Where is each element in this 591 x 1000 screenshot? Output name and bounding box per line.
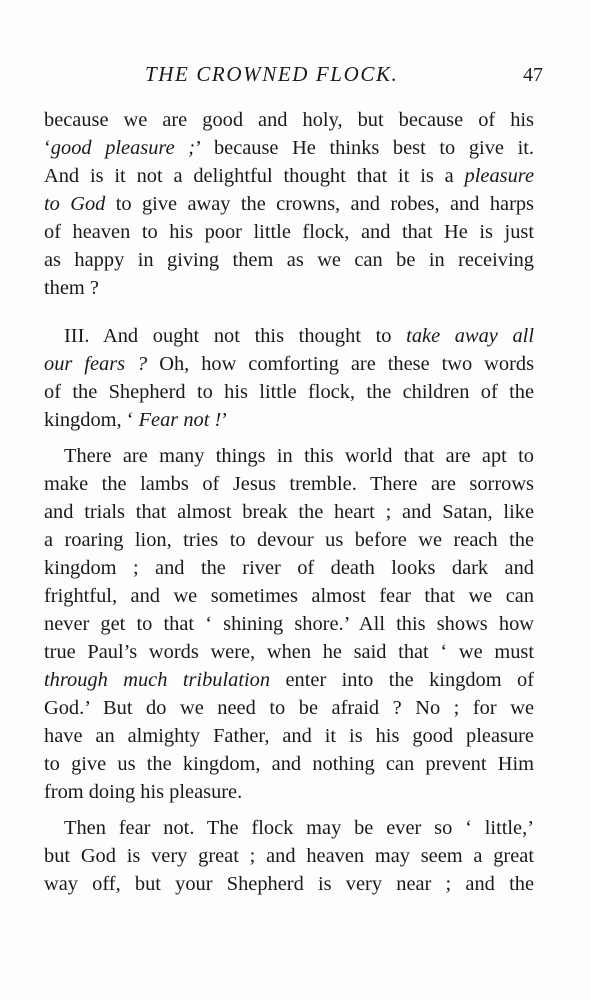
text-run: There are many things in this world that are apt to	[64, 445, 534, 467]
text-run: ’ because He thinks best to give it.	[195, 137, 535, 159]
text-line	[44, 842, 534, 870]
text-run: God.’ But do we need to be afraid ? No ; for we	[44, 697, 534, 719]
page-header	[45, 60, 545, 92]
text-line	[44, 694, 534, 722]
italic-run: through much tribulation	[44, 669, 271, 691]
text-run: frightful, and we sometimes almost fear that we can	[44, 585, 534, 607]
text-line	[44, 378, 534, 406]
text-run: III. And ought not this thought to	[64, 325, 407, 347]
text-line	[44, 218, 534, 246]
text-line	[44, 554, 534, 582]
text-line	[44, 470, 534, 498]
text-run: make the lambs of Jesus tremble. There are sorrows	[44, 473, 534, 495]
paragraph-4	[44, 814, 534, 898]
text-run: kingdom ; and the river of death looks dark and	[44, 557, 534, 579]
text-line	[44, 246, 534, 274]
text-run: to give away the crowns, and robes, and harps	[105, 193, 534, 215]
text-run: ‘	[44, 137, 51, 159]
text-line	[44, 322, 534, 350]
paragraph-2	[44, 322, 534, 434]
text-line	[44, 162, 534, 190]
text-run: but God is very great ; and heaven may seem a great	[44, 845, 534, 867]
text-run: from doing his pleasure.	[44, 781, 243, 803]
text-run: of the Shepherd to his little flock, the children of the	[44, 381, 534, 403]
text-line	[44, 350, 534, 378]
text-run: to give us the kingdom, and nothing can prevent Him	[44, 753, 534, 775]
text-run: because we are good and holy, but because of his	[44, 109, 534, 131]
italic-run: pleasure	[464, 165, 534, 187]
text-line	[44, 526, 534, 554]
text-run: as happy in giving them as we can be in receiving	[44, 249, 534, 271]
text-run: enter into the kingdom of	[270, 669, 535, 691]
text-line	[44, 610, 534, 638]
text-line	[44, 778, 534, 806]
text-run: and trials that almost break the heart ; and Satan, like	[44, 501, 534, 523]
text-line	[44, 442, 534, 470]
italic-run: Fear not !	[138, 409, 222, 431]
text-line	[44, 190, 534, 218]
italic-run: our fears ?	[44, 353, 148, 375]
italic-run: to God	[44, 193, 106, 215]
text-line	[44, 750, 534, 778]
text-line	[44, 814, 534, 842]
text-line	[44, 406, 534, 434]
paragraph-1	[44, 106, 534, 302]
text-line	[44, 638, 534, 666]
text-line	[44, 106, 534, 134]
text-run: true Paul’s words were, when he said that ‘ we must	[44, 641, 534, 663]
text-run: way off, but your Shepherd is very near ; and the	[44, 873, 534, 895]
body-text	[44, 106, 534, 898]
text-line	[44, 722, 534, 750]
text-line	[44, 582, 534, 610]
text-run: Oh, how comforting are these two words	[147, 353, 534, 375]
text-run: And is it not a delightful thought that it is a	[44, 165, 465, 187]
paragraph-3	[44, 442, 534, 806]
text-line	[44, 870, 534, 898]
text-run: Then fear not. The flock may be ever so ‘ little,’	[64, 817, 534, 839]
text-line	[44, 274, 534, 302]
text-run: kingdom, ‘	[44, 409, 139, 431]
text-run: ’	[221, 409, 229, 431]
text-run: have an almighty Father, and it is his good pleasure	[44, 725, 534, 747]
running-head: THE CROWNED FLOCK.	[145, 62, 399, 86]
italic-run: take away all	[406, 325, 534, 347]
text-run: of heaven to his poor little flock, and that He is just	[44, 221, 534, 243]
text-line	[44, 498, 534, 526]
text-run: never get to that ‘ shining shore.’ All this shows how	[44, 613, 534, 635]
italic-run: good pleasure ;	[50, 137, 196, 159]
text-run: a roaring lion, tries to devour us before we reach the	[44, 529, 534, 551]
page-number: 47	[523, 64, 543, 86]
text-run: them ?	[44, 277, 99, 299]
text-line	[44, 666, 534, 694]
text-line	[44, 134, 534, 162]
